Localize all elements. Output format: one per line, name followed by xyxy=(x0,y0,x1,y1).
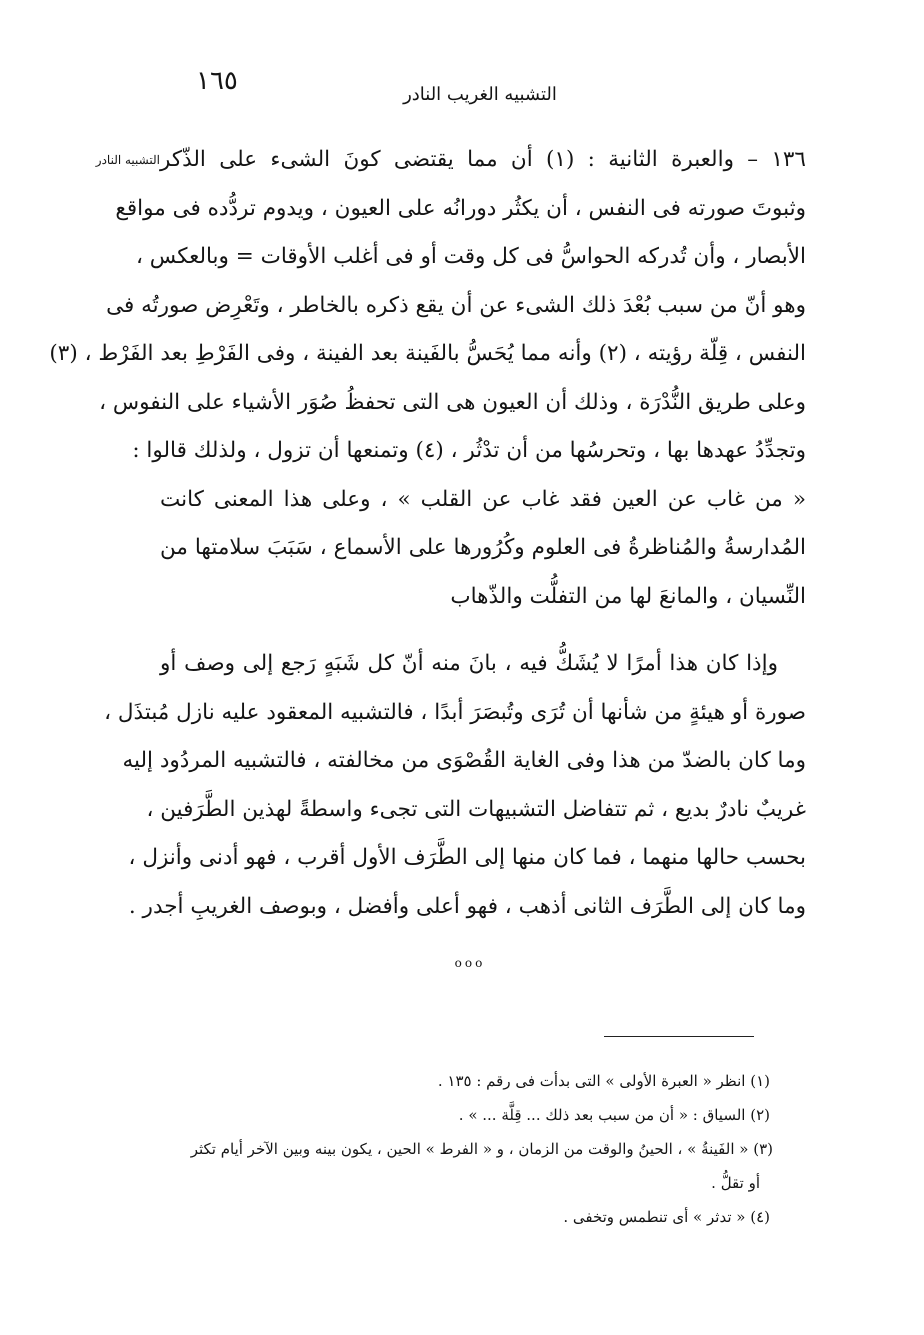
footnote-3: (٣) « الفَينةُ » ، الحينُ والوقت من الزمان ، و « الفرط » الحين ، يكون بينه وبين الآخر أيام تكثر xyxy=(190,1140,773,1158)
footnote-rule xyxy=(604,1036,754,1037)
text-line: غريبٌ نادرٌ بديع ، ثم تتفاضل التشبيهات التى تجىء واسطةً لهذين الطَّرَفين ، xyxy=(146,796,806,822)
text-line: وما كان إلى الطَّرَف الثانى أذهب ، فهو أعلى وأفضل ، وبوصف الغريبِ أجدر . xyxy=(128,893,806,919)
text-line: وعلى طريق النُّدْرَة ، وذلك أن العيون هى التى تحفظُ صُوَر الأشياء على النفوس ، xyxy=(99,389,806,415)
text-line: وإذا كان هذا أمرًا لا يُشَكُّ فيه ، بانَ منه أنّ كل شَبَهٍ رَجع إلى وصف أو xyxy=(160,651,778,676)
footnote-1: (١) انظر « العبرة الأولى » التى بدأت فى رقم : ١٣٥ . xyxy=(437,1072,770,1090)
text-line: وتجدِّدُ عهدها بها ، وتحرسُها من أن تدْثُر ، (٤) وتمنعها أن تزول ، ولذلك قالوا : xyxy=(132,438,806,463)
text-line: النِّسيان ، والمانعَ لها من التفلُّت والذّهاب xyxy=(450,583,806,609)
page-number: ١٦٥ xyxy=(196,66,238,96)
text-line: الأبصار ، وأن تُدركه الحواسُّ فى كل وقت أو فى أغلب الأوقات = وبالعكس ، xyxy=(136,244,806,269)
text-line: وهو أنّ من سبب بُعْدَ ذلك الشىء عن أن يقع ذكره بالخاطر ، وتَعْرِض صورتُه فى xyxy=(106,292,806,318)
footnote-2: (٢) السياق : « أن من سبب بعد ذلك ... قِلَّة ... » . xyxy=(458,1106,770,1124)
footnote-4: (٤) « تدثر » أى تنطمس وتخفى . xyxy=(563,1208,770,1226)
footnote-3-continued: أو تقلُّ . xyxy=(711,1174,760,1192)
text-line: النفس ، قِلّة رؤيته ، (٢) وأنه مما يُحَسُّ بالفَينة بعد الفينة ، وفى الفَرْطِ بعد الفَرْط ، (٣) xyxy=(49,341,806,366)
text-line: « من غاب عن العين فقد غاب عن القلب » ، وعلى هذا المعنى كانت xyxy=(160,486,806,512)
text-line: ١٣٦ – والعبرة الثانية : (١) أن مما يقتضى كونَ الشىء على الذّكر xyxy=(160,147,806,172)
text-line: المُدارسةُ والمُناظرةُ فى العلوم وكُرُورها على الأسماع ، سَبَبَ سلامتها من xyxy=(160,535,806,560)
text-line: وما كان بالضدّ من هذا وفى الغاية القُصْوَى من مخالفته ، فالتشبيه المردُود إليه xyxy=(122,748,806,773)
text-line: صورة أو هيئةٍ من شأنها أن تُرَى وتُبصَرَ أبدًا ، فالتشبيه المعقود عليه نازل مُبتذَل ، xyxy=(104,699,806,725)
footnotes xyxy=(160,1064,773,1234)
section-ornament: ooo xyxy=(454,956,486,970)
text-line: بحسب حالها منهما ، فما كان منها إلى الطَّرَف الأول أقرب ، فهو أدنى وأنزل ، xyxy=(128,845,806,870)
paragraph-break xyxy=(160,621,806,640)
margin-note: التشبيه النادر xyxy=(95,153,160,167)
text-line: وثبوتَ صورته فى النفس ، أن يكثُر دورانُه على العيون ، ويدوم تردُّده فى مواقع xyxy=(115,195,806,221)
running-title: التشبيه الغريب النادر xyxy=(403,84,557,105)
